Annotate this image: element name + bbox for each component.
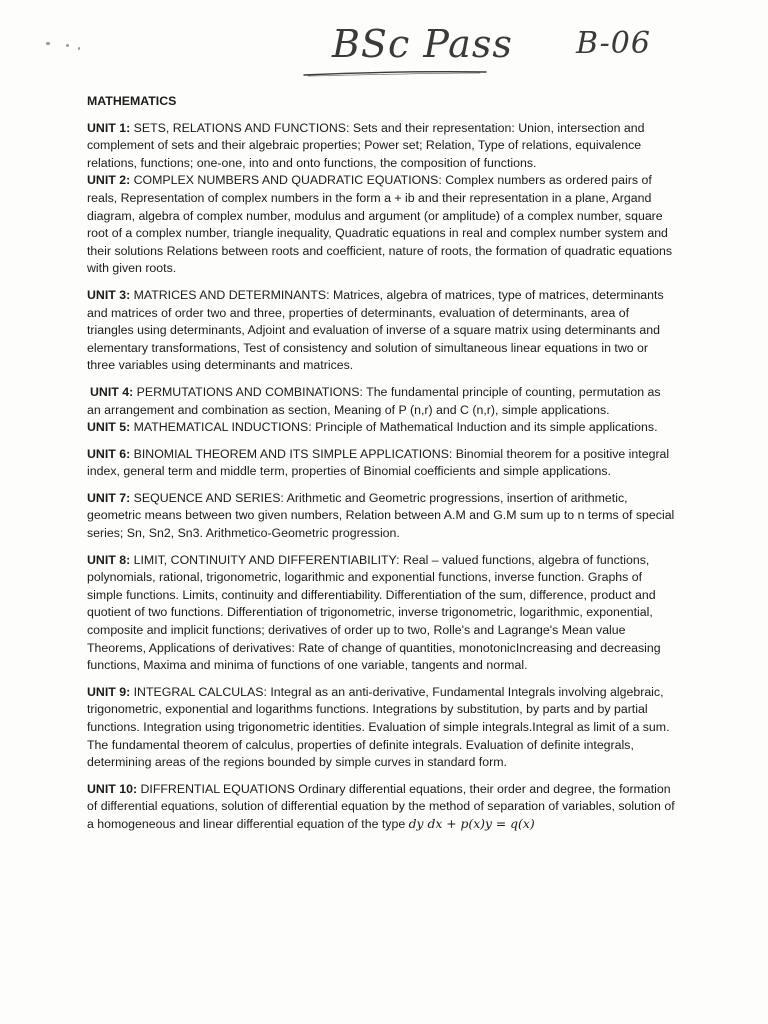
unit-2	[87, 172, 677, 278]
unit-label: UNIT 3:	[87, 287, 131, 302]
handwritten-course-title: BSc Pass	[332, 22, 513, 66]
unit-label: UNIT 5:	[87, 420, 131, 435]
unit-8	[87, 552, 677, 675]
unit-5	[87, 419, 677, 437]
scan-speck	[66, 44, 69, 47]
differential-equation: dy dx + p(x)y = q(x)	[408, 816, 535, 831]
unit-text: DIFFRENTIAL EQUATIONS Ordinary differential equations, their order and degree, the formation of differential equations, solution of differential equation by the method of separation of variables, solution of a homogeneous and linear differential equation of the type	[87, 781, 675, 831]
unit-label: UNIT 7:	[87, 490, 131, 505]
unit-text: SEQUENCE AND SERIES: Arithmetic and Geometric progressions, insertion of arithmetic, geometric means between two given numbers, Relation between A.M and G.M sum up to n terms of special series; Sn, Sn2, Sn3. Arithmetico-Geometric progression.	[87, 490, 675, 541]
unit-label: UNIT 9:	[87, 684, 131, 699]
unit-text: LIMIT, CONTINUITY AND DIFFERENTIABILITY: Real – valued functions, algebra of functions, polynomials, rational, trigonometric, logarithmic and exponential functions, inverse function. Graphs of simple functions. Limits, continuity and differentiability. Differentiation of the sum, difference, product and quotient of two functions. Differentiation of trigonometric, inverse trigonometric, logarithmic, exponential, composite and implicit functions; derivatives of order up to two, Rolle's and Lagrange's Mean value Theorems, Applications of derivatives: Rate of change of quantities, monotonicIncreasing and decreasing functions, Maxima and minima of functions of one variable, tangents and normal.	[87, 552, 661, 673]
scan-speck	[46, 42, 50, 45]
unit-text: SETS, RELATIONS AND FUNCTIONS: Sets and their representation: Union, intersection and complement of sets and their algebraic properties; Power set; Relation, Type of relations, equivalence relations, functions; one-one, into and onto functions, the composition of functions.	[87, 120, 645, 170]
unit-text: COMPLEX NUMBERS AND QUADRATIC EQUATIONS: Complex numbers as ordered pairs of reals, Representation of complex numbers in the form a + ib and their representation in a plane, Argand diagram, algebra of complex number, modulus and argument (or amplitude) of a complex number, square root of a complex number, triangle inequality, Quadratic equations in real and complex number system and their solutions Relations between roots and coefficient, nature of roots, the formation of quadratic equations with given roots.	[87, 173, 673, 276]
unit-text: BINOMIAL THEOREM AND ITS SIMPLE APPLICATIONS: Binomial theorem for a positive integral index, general term and middle term, properties of Binomial coefficients and simple applications.	[87, 446, 670, 479]
scan-speck	[78, 47, 80, 50]
handwritten-underline	[300, 64, 490, 80]
unit-label: UNIT 4:	[90, 384, 134, 399]
unit-1	[87, 120, 677, 173]
unit-10	[87, 781, 677, 834]
unit-6	[87, 446, 677, 481]
unit-label: UNIT 1:	[87, 120, 131, 135]
syllabus-body	[87, 93, 677, 843]
unit-text: MATHEMATICAL INDUCTIONS: Principle of Mathematical Induction and its simple applications.	[130, 420, 658, 435]
unit-text: PERMUTATIONS AND COMBINATIONS: The fundamental principle of counting, permutation as an arrangement and combination as section, Meaning of P (n,r) and C (n,r), simple applications.	[87, 384, 661, 417]
unit-label: UNIT 6:	[87, 446, 131, 461]
subject-heading: MATHEMATICS	[87, 94, 177, 108]
unit-label: UNIT 10:	[87, 781, 138, 796]
unit-text: INTEGRAL CALCULAS: Integral as an anti-derivative, Fundamental Integrals involving algebraic, trigonometric, exponential and logarithms functions. Integrations by substitution, by parts and by partial functions. Integration using trigonometric identities. Evaluation of simple integrals.Integral as limit of a sum. The fundamental theorem of calculus, properties of definite integrals. Evaluation of definite integrals, determining areas of the regions bounded by simple curves in standard form.	[87, 684, 670, 770]
unit-4	[87, 384, 677, 419]
unit-3	[87, 287, 677, 375]
handwritten-paper-code: B-06	[576, 26, 651, 61]
unit-text: MATRICES AND DETERMINANTS: Matrices, algebra of matrices, type of matrices, determinants and matrices of order two and three, properties of determinants, evaluation of determinants, area of triangles using determinants, Adjoint and evaluation of inverse of a square matrix using determinants and elementary transformations, Test of consistency and solution of simultaneous linear equations in two or three variables using determinants and matrices.	[87, 287, 664, 373]
unit-9	[87, 684, 677, 772]
unit-label: UNIT 2:	[87, 173, 131, 188]
unit-label: UNIT 8:	[87, 552, 131, 567]
unit-7	[87, 490, 677, 543]
